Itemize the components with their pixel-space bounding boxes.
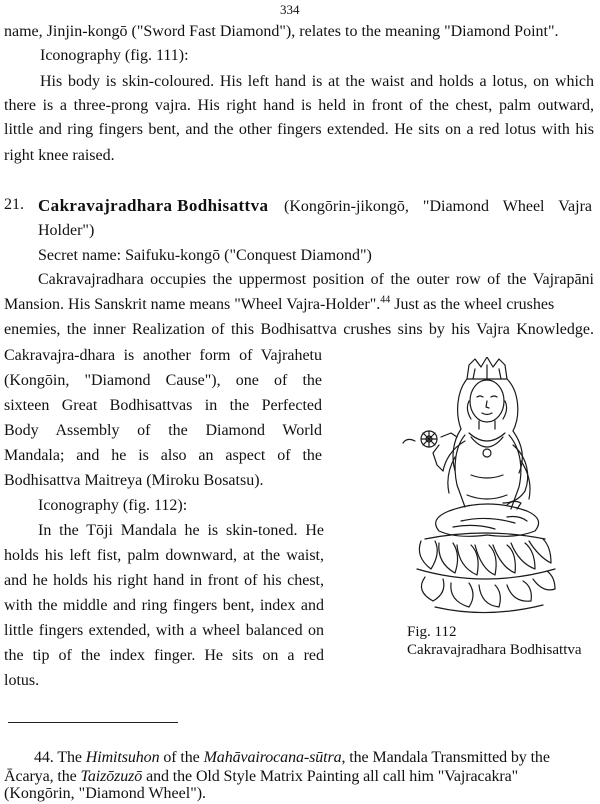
- figure-caption: Cakravajradhara Bodhisattva: [407, 642, 582, 658]
- section-number: 21.: [4, 196, 24, 213]
- section-title-rest: (Kongōrin-jikongō, "Diamond Wheel Vajra: [284, 198, 592, 215]
- text-line: Mandala; and he is also an aspect of the: [4, 447, 322, 464]
- section-title: Cakravajradhara Bodhisattva: [38, 196, 269, 215]
- text-line: Bodhisattva Maitreya (Miroku Bosatsu).: [4, 472, 264, 489]
- section-title-cont: Holder"): [38, 222, 95, 239]
- text-line: sixteen Great Bodhisattvas in the Perfected: [4, 397, 322, 414]
- figure-label: Fig. 112: [407, 624, 457, 640]
- text-line: name, Jinjin-kongō ("Sword Fast Diamond"), relates to the meaning "Diamond Point".: [4, 23, 559, 40]
- footnote-line: (Kongōrin, "Diamond Wheel").: [4, 785, 207, 802]
- text-line: lotus.: [4, 672, 40, 689]
- page-number: 334: [280, 2, 300, 17]
- text-line: with the middle and ring fingers bent, index and: [4, 597, 324, 614]
- bodhisattva-illustration: [395, 357, 575, 619]
- iconography-heading: Iconography (fig. 111):: [40, 47, 189, 64]
- footnote-line: Ācarya, the Taizōzuzō and the Old Style Matrix Painting all call him "Vajracakra": [4, 768, 519, 785]
- text-line: right knee raised.: [4, 147, 115, 164]
- secret-name: Secret name: Saifuku-kongō ("Conquest Diamond"): [38, 247, 372, 264]
- text-line: enemies, the inner Realization of this Bodhisattva crushes sins by his Vajra Knowledge.: [4, 321, 594, 338]
- text-line: His body is skin-coloured. His left hand is at the waist and holds a lotus, on which: [40, 73, 594, 90]
- text-line: Mansion. His Sanskrit name means "Wheel Vajra-Holder".$^{44}$ Just as the wheel crushes: [4, 294, 555, 313]
- text-line: little fingers extended, with a wheel balanced on: [4, 622, 324, 639]
- text-line: little and ring fingers bent, and the other fingers extended. He sits on a red lotus with his: [4, 121, 594, 138]
- text-line: the tip of the index finger. He sits on a red: [4, 647, 324, 664]
- footnote-divider: [8, 722, 178, 723]
- footnote-ref: 44: [380, 294, 391, 306]
- iconography-heading: Iconography (fig. 112):: [38, 497, 188, 514]
- text-line: Cakravajra-dhara is another form of Vajrahetu: [4, 347, 322, 364]
- text-line: Body Assembly of the Diamond World: [4, 422, 322, 439]
- text-line: In the Tōji Mandala he is skin-toned. He: [38, 522, 324, 539]
- text-line: (Kongōin, "Diamond Cause"), one of the: [4, 372, 322, 389]
- text-line: Cakravajradhara occupies the uppermost position of the outer row of the Vajrapāni: [38, 271, 594, 288]
- footnote-number: 44.: [34, 749, 54, 766]
- text-line: and he holds his right hand in front of his chest,: [4, 572, 324, 589]
- text-line: holds his left fist, palm downward, at the waist,: [4, 547, 324, 564]
- text-line: there is a three-prong vajra. His right hand is held in front of the chest, palm outward,: [4, 97, 594, 114]
- footnote-line: 44. The Himitsuhon of the Mahāvairocana-sūtra, the Mandala Transmitted by the: [34, 749, 550, 766]
